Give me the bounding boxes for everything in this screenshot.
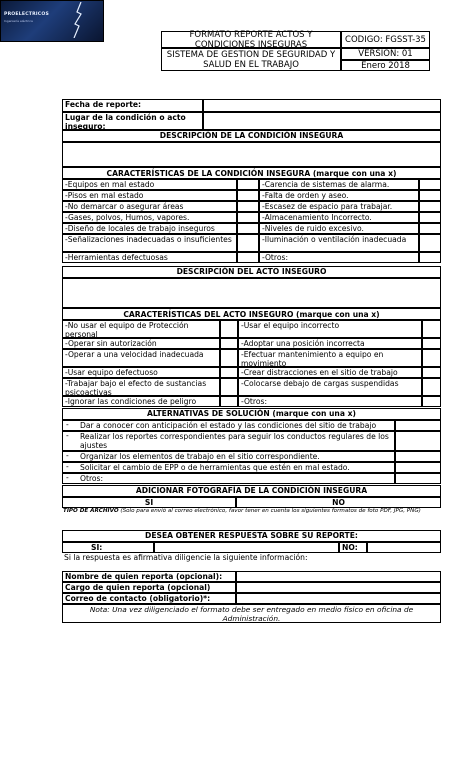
report-place-label: Lugar de la condición o acto inseguro: xyxy=(62,112,203,130)
photo-yes-option[interactable]: SI xyxy=(62,497,236,508)
solution-item: Solicitar el cambio de EPP o de herramientas que estén en mal estado. xyxy=(62,462,395,473)
condition-checkbox-left[interactable] xyxy=(237,212,259,223)
form-code-text: CODIGO: FGSST-35 xyxy=(345,34,426,45)
condition-checkbox-left[interactable] xyxy=(237,179,259,190)
condition-item-right: -Otros: xyxy=(259,252,419,263)
solution-bullet: - xyxy=(66,462,69,471)
act-item-right: -Otros: xyxy=(238,396,422,407)
act-item-right: -Adoptar una posición incorrecta xyxy=(238,338,422,349)
condition-item-right: -Iluminación o ventilación inadecuada xyxy=(259,234,419,252)
act-item-right: -Efectuar mantenimiento a equipo en movimiento xyxy=(238,349,422,367)
act-description-field[interactable] xyxy=(62,278,441,308)
delivery-note: Nota: Una vez diligenciado el formato debe ser entregado en medio físico en oficina de Administración. xyxy=(62,604,441,623)
photo-file-note-label: TIPO DE ARCHIVO xyxy=(63,508,119,514)
response-yes-field[interactable] xyxy=(154,542,339,553)
act-item-left: -Ignorar las condiciones de peligro xyxy=(62,396,220,407)
system-title xyxy=(161,48,341,71)
condition-item-left: -Equipos en mal estado xyxy=(62,179,237,190)
condition-item-left: -Herramientas defectuosas xyxy=(62,252,237,263)
act-item-right: -Colocarse debajo de cargas suspendidas xyxy=(238,378,422,396)
condition-item-left: -Señalizaciones inadecuadas o insuficientes xyxy=(62,234,237,252)
act-checkbox-right[interactable] xyxy=(422,367,441,378)
act-checkbox-left[interactable] xyxy=(220,349,238,367)
solution-bullet: - xyxy=(66,451,69,460)
condition-checkbox-left[interactable] xyxy=(237,190,259,201)
solution-checkbox[interactable] xyxy=(395,462,441,473)
act-checkbox-right[interactable] xyxy=(422,320,441,338)
act-item-right: -Usar el equipo incorrecto xyxy=(238,320,422,338)
condition-description-title: DESCRIPCIÓN DE LA CONDICIÓN INSEGURA xyxy=(62,130,441,142)
form-title xyxy=(161,31,341,48)
response-no-label: NO: xyxy=(339,542,367,553)
condition-characteristics-title: CARACTERÍSTICAS DE LA CONDICIÓN INSEGURA (marque con una x) xyxy=(62,167,441,179)
condition-checkbox-right[interactable] xyxy=(419,179,441,190)
solution-item: Realizar los reportes correspondientes para seguir los conductos regulares de los ajustes xyxy=(62,431,395,451)
act-checkbox-left[interactable] xyxy=(220,320,238,338)
reporter-name-label: Nombre de quien reporta (opcional): xyxy=(62,571,236,582)
system-title-text: SISTEMA DE GESTION DE SEGURIDAD Y SALUD EN EL TRABAJO xyxy=(166,49,336,70)
condition-item-right: -Niveles de ruido excesivo. xyxy=(259,223,419,234)
condition-item-right: -Carencia de sistemas de alarma. xyxy=(259,179,419,190)
report-date-field[interactable] xyxy=(203,99,441,112)
solution-bullet: - xyxy=(66,473,69,482)
solution-item: Otros: xyxy=(62,473,395,484)
condition-checkbox-left[interactable] xyxy=(237,223,259,234)
condition-item-left: -Gases, polvos, Humos, vapores. xyxy=(62,212,237,223)
condition-checkbox-left[interactable] xyxy=(237,252,259,263)
reporter-role-field[interactable] xyxy=(236,582,441,593)
act-checkbox-left[interactable] xyxy=(220,396,238,407)
solution-checkbox[interactable] xyxy=(395,420,441,431)
response-instruction: Si la respuesta es afirmativa diligencie la siguiente información: xyxy=(64,553,308,562)
solutions-title: ALTERNATIVAS DE SOLUCIÓN (marque con una x) xyxy=(62,408,441,420)
condition-item-left: -Pisos en mal estado xyxy=(62,190,237,201)
condition-checkbox-left[interactable] xyxy=(237,234,259,252)
form-version xyxy=(341,48,430,60)
report-date-label: Fecha de reporte: xyxy=(62,99,203,112)
form-title-text: FORMATO REPORTE ACTOS Y CONDICIONES INSEGURAS xyxy=(189,29,313,50)
response-yes-label: SI: xyxy=(62,542,154,553)
solution-item: Dar a conocer con anticipación el estado y las condiciones del sitio de trabajo xyxy=(62,420,395,431)
logo-text: PROELECTRICOS xyxy=(4,12,49,17)
act-item-left: -No usar el equipo de Protección personal xyxy=(62,320,220,338)
act-item-left: -Trabajar bajo el efecto de sustancias psicoactivas xyxy=(62,378,220,396)
condition-checkbox-right[interactable] xyxy=(419,223,441,234)
solution-bullet: - xyxy=(66,420,69,429)
condition-item-right: -Almacenamiento Incorrecto. xyxy=(259,212,419,223)
act-checkbox-left[interactable] xyxy=(220,378,238,396)
reporter-role-label: Cargo de quien reporta (opcional) xyxy=(62,582,236,593)
condition-checkbox-left[interactable] xyxy=(237,201,259,212)
form-date-text: Enero 2018 xyxy=(361,60,410,71)
report-place-field[interactable] xyxy=(203,112,441,130)
condition-checkbox-right[interactable] xyxy=(419,201,441,212)
response-no-field[interactable] xyxy=(367,542,441,553)
act-checkbox-left[interactable] xyxy=(220,367,238,378)
act-checkbox-right[interactable] xyxy=(422,338,441,349)
act-checkbox-right[interactable] xyxy=(422,349,441,367)
act-checkbox-right[interactable] xyxy=(422,396,441,407)
form-code xyxy=(341,31,430,48)
act-checkbox-left[interactable] xyxy=(220,338,238,349)
act-checkbox-right[interactable] xyxy=(422,378,441,396)
form-date xyxy=(341,60,430,71)
act-characteristics-title: CARACTERÍSTICAS DEL ACTO INSEGURO (marque con una x) xyxy=(62,308,441,320)
contact-email-field[interactable] xyxy=(236,593,441,604)
condition-item-left: -Diseño de locales de trabajo inseguros xyxy=(62,223,237,234)
solution-item: Organizar los elementos de trabajo en el sitio correspondiente. xyxy=(62,451,395,462)
solution-checkbox[interactable] xyxy=(395,451,441,462)
solution-checkbox[interactable] xyxy=(395,473,441,484)
condition-item-right: -Escasez de espacio para trabajar. xyxy=(259,201,419,212)
reporter-name-field[interactable] xyxy=(236,571,441,582)
form-version-text: VERSION: 01 xyxy=(358,49,413,59)
response-title: DESEA OBTENER RESPUESTA SOBRE SU REPORTE: xyxy=(62,530,441,542)
logo-subtext: Ingeniería eléctrica xyxy=(4,19,33,23)
act-item-right: -Crear distracciones en el sitio de trabajo xyxy=(238,367,422,378)
act-item-left: -Usar equipo defectuoso xyxy=(62,367,220,378)
photo-title: ADICIONAR FOTOGRAFÍA DE LA CONDICIÓN INSEGURA xyxy=(62,485,441,497)
condition-item-right: -Falta de orden y aseo. xyxy=(259,190,419,201)
condition-checkbox-right[interactable] xyxy=(419,252,441,263)
lightning-bolt-icon xyxy=(72,2,86,38)
contact-email-label: Correo de contacto (obligatorio)*: xyxy=(62,593,236,604)
act-item-left: -Operar a una velocidad inadecuada xyxy=(62,349,220,367)
condition-checkbox-right[interactable] xyxy=(419,234,441,252)
condition-checkbox-right[interactable] xyxy=(419,212,441,223)
act-item-left: -Operar sin autorización xyxy=(62,338,220,349)
condition-checkbox-right[interactable] xyxy=(419,190,441,201)
photo-no-option[interactable]: NO xyxy=(236,497,441,508)
photo-file-note-text: (Solo para envió al correo electrónico, favor tener en cuenta los siguientes formatos de foto PDF, JPG, PNG) xyxy=(118,508,421,514)
company-logo xyxy=(0,0,104,42)
solution-bullet: - xyxy=(66,431,69,440)
condition-description-field[interactable] xyxy=(62,142,441,167)
photo-file-note xyxy=(63,508,439,515)
act-description-title: DESCRIPCIÓN DEL ACTO INSEGURO xyxy=(62,266,441,278)
condition-item-left: -No demarcar o asegurar áreas xyxy=(62,201,237,212)
solution-checkbox[interactable] xyxy=(395,431,441,451)
